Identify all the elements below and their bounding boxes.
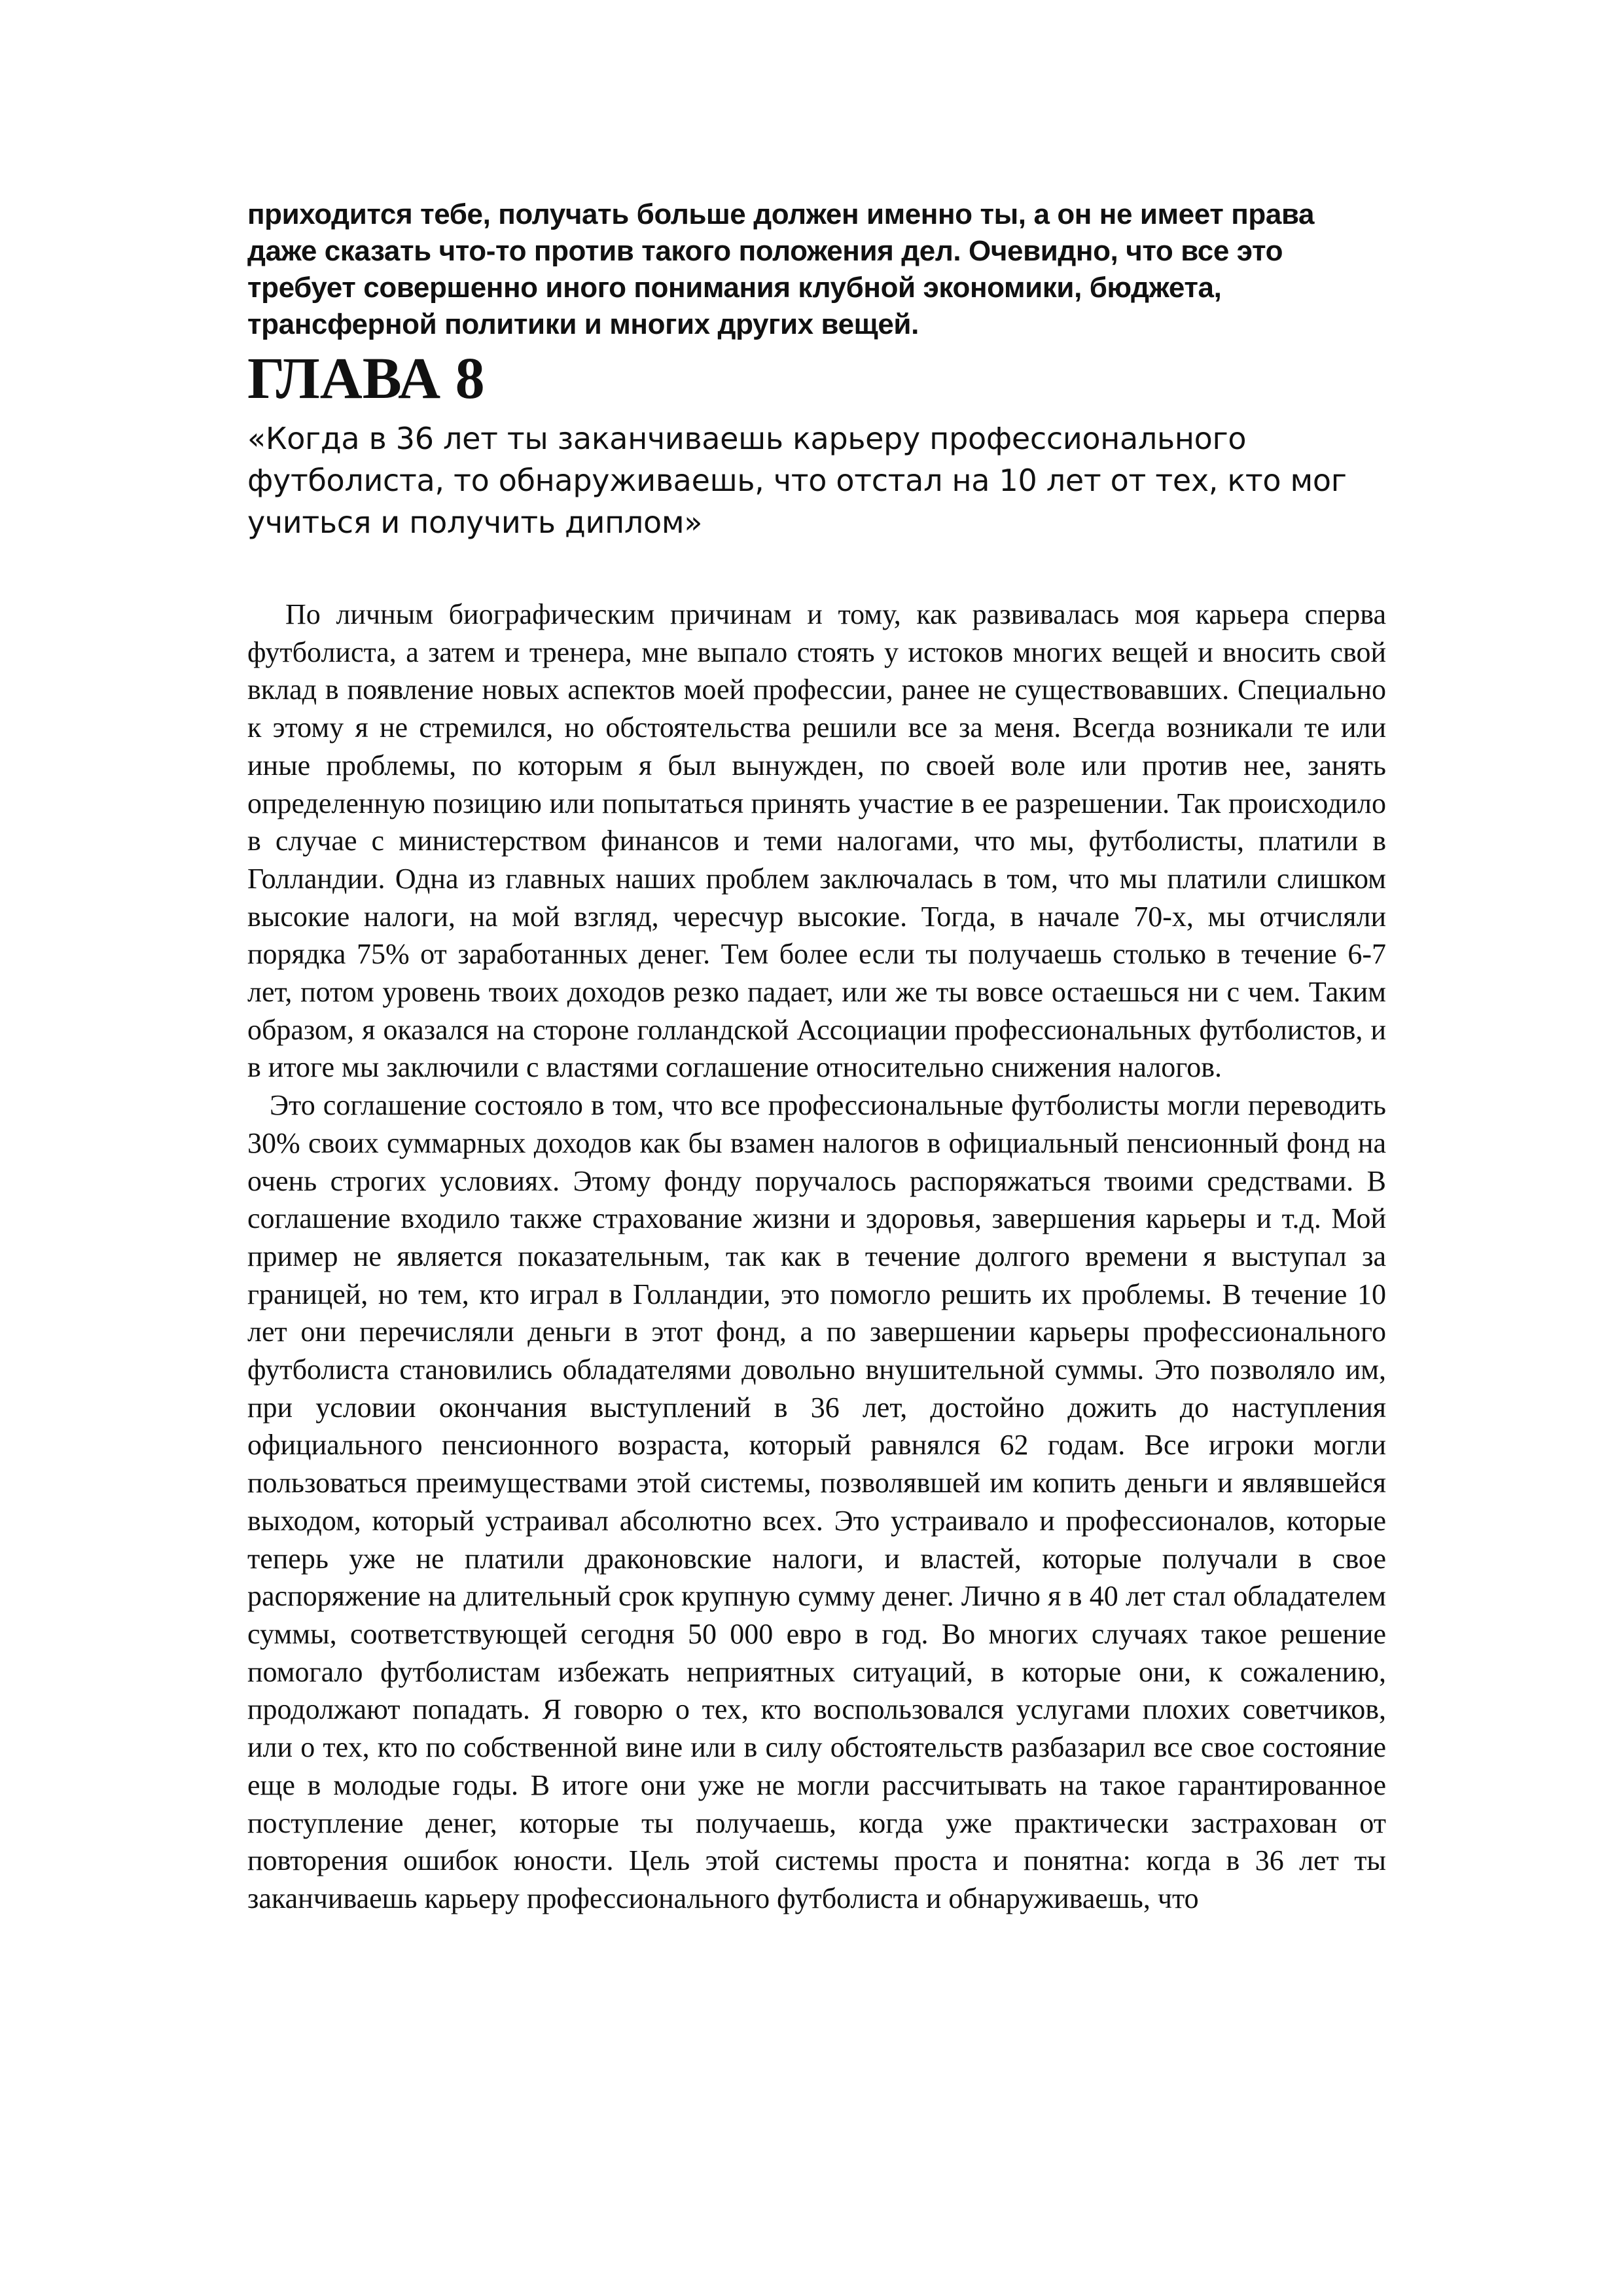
body-paragraph: По личным биографическим причинам и тому, как развивалась моя карьера сперва футболиста, а затем и тренера, мне выпало стоять у истоков многих вещей и вносить свой вклад в появление новых аспектов моей профессии, ранее не существовавших. Специально к этому я не стремился, но обстоятельства решили все за меня. Всегда возникали те или иные проблемы, по которым я был вынужден, по своей воле или против нее, занять определенную позицию или попытаться принять участие в ее разрешении. Так происходило в случае с министерством финансов и теми налогами, что мы, футболисты, платили в Голландии. Одна из главных наших проблем заключалась в том, что мы платили слишком высокие налоги, на мой взгляд, чересчур высокие. Тогда, в начале 70-х, мы отчисляли порядка 75% от заработанных денег. Тем более если ты получаешь столько в течение 6-7 лет, потом уровень твоих доходов резко падает, или же ты вовсе остаешься ни с чем. Таким образом, я оказался на стороне голландской Ассоциации профессиональных футболистов, и в итоге мы заключили с властями соглашение относительно снижения налогов. [247,598,1386,1084]
intro-paragraph: приходится тебе, получать больше должен именно ты, а он не имеет права даже сказать что-то против такого положения дел. Очевидно, что все это требует совершенно иного понимания клубной экономики, бюджета, трансферной политики и многих других вещей. [247,198,1315,340]
document-page [247,196,1386,1918]
chapter-epigraph: «Когда в 36 лет ты заканчиваешь карьеру профессионального футболиста, то обнаруживаешь, что отстал на 10 лет от тех, кто мог учиться и получить диплом» [247,421,1347,540]
chapter-title: ГЛАВА 8 [247,346,485,411]
body-paragraph: Это соглашение состояло в том, что все профессиональные футболисты могли переводить 30% своих суммарных доходов как бы взамен налогов в официальный пенсионный фонд на очень строгих условиях. Этому фонду поручалось распоряжаться твоими средствами. В соглашение входило также страхование жизни и здоровья, завершения карьеры и т.д. Мой пример не является показательным, так как в течение долгого времени я выступал за границей, но тем, кто играл в Голландии, это помогло решить их проблемы. В течение 10 лет они перечисляли деньги в этот фонд, а по завершении карьеры профессионального футболиста становились обладателями довольно внушительной суммы. Это позволяло им, при условии окончания выступлений в 36 лет, достойно дожить до наступления официального пенсионного возраста, который равнялся 62 годам. Все игроки могли пользоваться преимуществами этой системы, позволявшей им копить деньги и являвшейся выходом, который устраивал абсолютно всех. Это устраивало и профессионалов, которые теперь уже не платили драконовские налоги, и властей, которые получали в свое распоряжение на длительный срок крупную сумму денег. Лично я в 40 лет стал обладателем суммы, соответствующей сегодня 50 000 евро в год. Во многих случаях такое решение помогало футболистам избежать неприятных ситуаций, в которые они, к сожалению, продолжают попадать. Я говорю о тех, кто воспользовался услугами плохих советчиков, или о тех, кто по собственной вине или в силу обстоятельств разбазарил все свое состояние еще в молодые годы. В итоге они уже не могли рассчитывать на такое гарантированное поступление денег, которые ты получаешь, когда уже практически застрахован от повторения ошибок юности. Цель этой системы проста и понятна: когда в 36 лет ты заканчиваешь карьеру профессионального футболиста и обнаруживаешь, что [247,1089,1386,1914]
